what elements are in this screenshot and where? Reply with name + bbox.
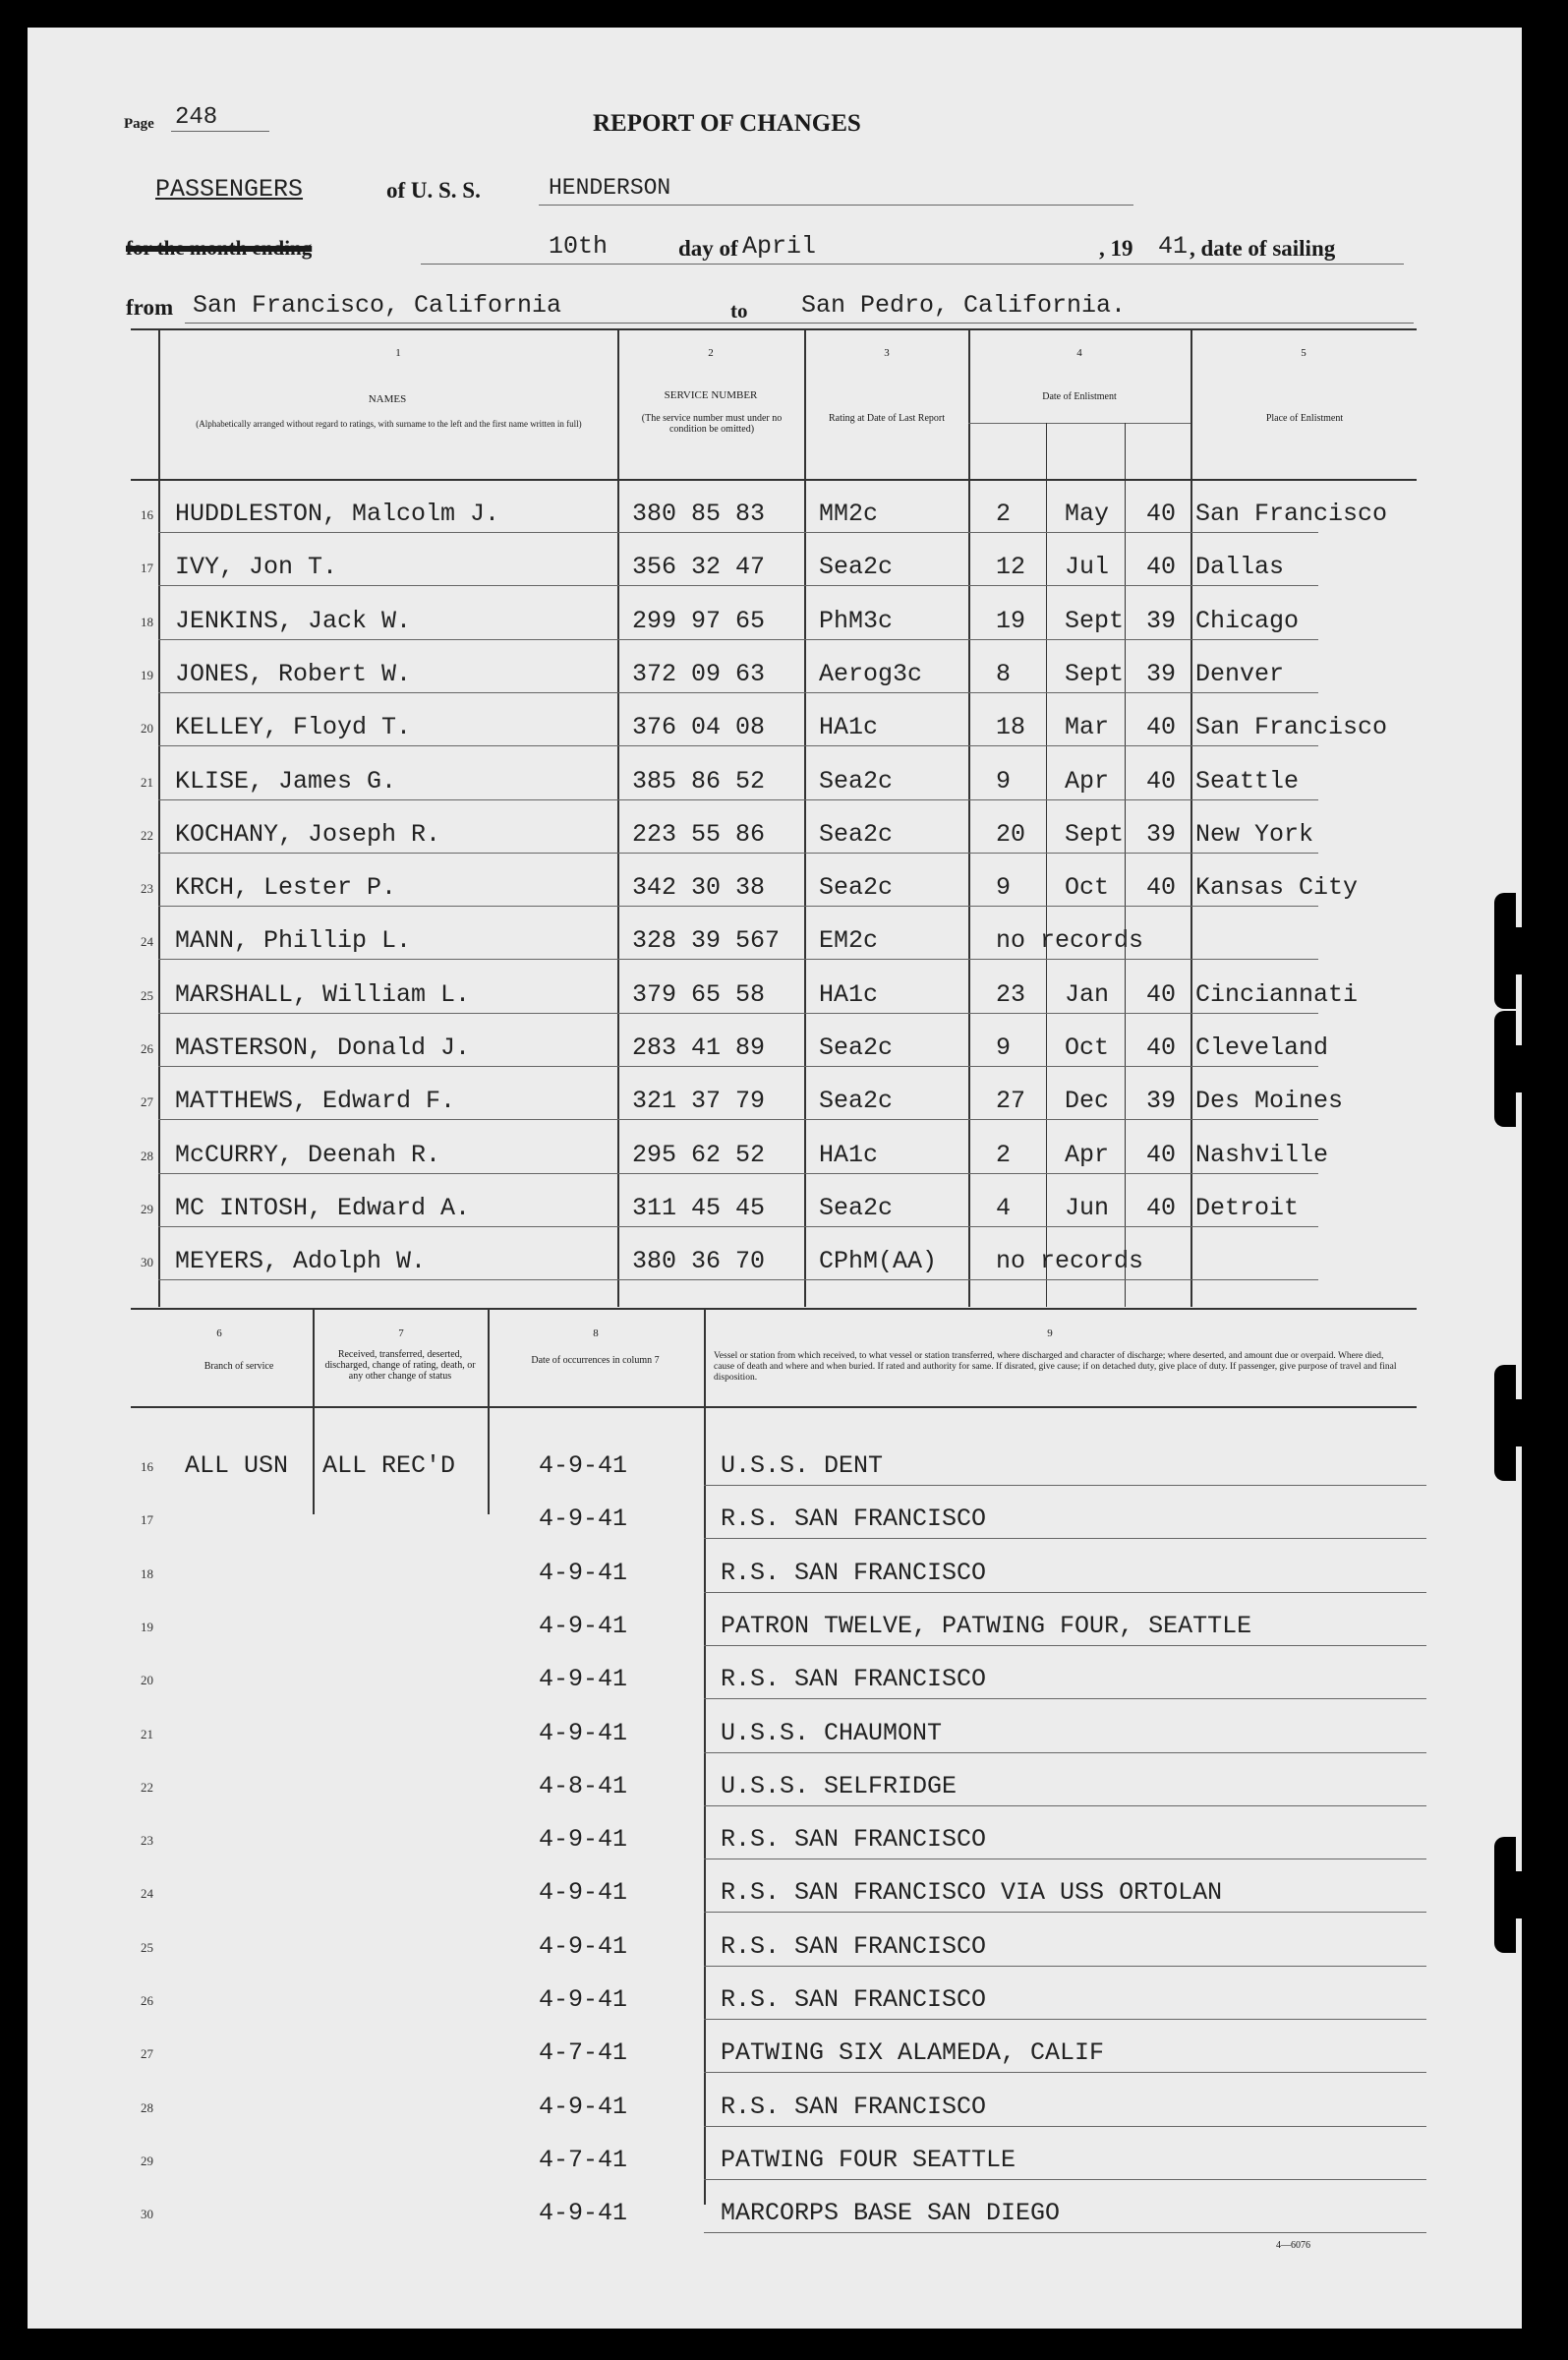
- passenger-name: KELLEY, Floyd T.: [175, 713, 412, 742]
- col-number: 8: [593, 1328, 599, 1339]
- enlistment-year: 39: [1146, 659, 1177, 688]
- row-number: 27: [141, 1094, 153, 1110]
- service-number: 379 65 58: [632, 979, 766, 1009]
- rating: MM2c: [819, 500, 879, 528]
- row-rule: [704, 1645, 1426, 1646]
- passenger-name: KLISE, James G.: [175, 766, 397, 796]
- enlistment-year: 40: [1146, 979, 1177, 1009]
- day-of-label: day of: [678, 236, 738, 261]
- row-rule: [158, 1013, 1318, 1014]
- vessel-station: R.S. SAN FRANCISCO: [721, 1665, 987, 1694]
- rating: Sea2c: [819, 1193, 894, 1222]
- col-number: 7: [398, 1328, 404, 1339]
- enlistment-place: San Francisco: [1195, 713, 1388, 742]
- vessel-station: PATWING FOUR SEATTLE: [721, 2145, 1016, 2174]
- row-rule: [704, 2072, 1426, 2073]
- form-number: 4—6076: [1276, 2240, 1310, 2251]
- enlistment-year: 39: [1146, 819, 1177, 849]
- binder-tab: [1494, 893, 1553, 1009]
- vessel-header: Vessel or station from which received, to what vessel or station transferred, where discharged and character of discharge; where deserted, and amount due or overpaid. Where died, cause of death and where and when buried. If rated and authority for same. If disrated, give cause; if on detached duty, give place of duty. If passenger, give purpose of travel and final disposition.: [714, 1351, 1397, 1383]
- row-number: 25: [141, 987, 153, 1003]
- row-number: 26: [141, 1993, 153, 2008]
- col-number: 1: [395, 347, 401, 359]
- passenger-name: McCURRY, Deenah R.: [175, 1140, 441, 1169]
- service-number: 295 62 52: [632, 1140, 766, 1169]
- col-number: 6: [216, 1328, 222, 1339]
- enlistment-year: 40: [1146, 713, 1177, 742]
- row-number: 26: [141, 1041, 153, 1056]
- passenger-name: KOCHANY, Joseph R.: [175, 819, 441, 849]
- enlistment-day: 8: [996, 659, 1012, 688]
- row-rule: [704, 1912, 1426, 1913]
- enlistment-day: 19: [996, 606, 1026, 635]
- category: PASSENGERS: [155, 175, 304, 204]
- row-rule: [704, 2126, 1426, 2127]
- row-number: 23: [141, 881, 153, 897]
- enlistment-place: Cleveland: [1195, 1033, 1329, 1062]
- occurrence-date: 4-7-41: [539, 2145, 628, 2174]
- enlistment-month: Apr: [1065, 766, 1110, 796]
- row-number: 29: [141, 1201, 153, 1216]
- vessel-station: R.S. SAN FRANCISCO: [721, 1558, 987, 1587]
- col-number: 9: [1047, 1328, 1053, 1339]
- received-header: Received, transferred, deserted, discharged, change of rating, death, or any other change of status: [324, 1349, 476, 1382]
- vessel-station: R.S. SAN FRANCISCO: [721, 1504, 987, 1534]
- row-number: 28: [141, 2099, 153, 2115]
- enlistment-day: 9: [996, 873, 1012, 903]
- enlistment-month: Dec: [1065, 1087, 1110, 1116]
- enlistment-month: Jun: [1065, 1193, 1110, 1222]
- passenger-name: IVY, Jon T.: [175, 553, 338, 582]
- row-number: 21: [141, 774, 153, 790]
- enlistment-year: 39: [1146, 606, 1177, 635]
- occurrence-date: 4-9-41: [539, 1665, 628, 1694]
- rating: HA1c: [819, 1140, 879, 1169]
- binder-tab: [1494, 1365, 1553, 1481]
- passenger-name: MC INTOSH, Edward A.: [175, 1193, 471, 1222]
- rating: PhM3c: [819, 606, 894, 635]
- enlistment-place: San Francisco: [1195, 500, 1388, 528]
- occurrence-date: 4-9-41: [539, 1558, 628, 1587]
- day: 10th: [549, 232, 609, 261]
- vessel-station: U.S.S. DENT: [721, 1451, 884, 1480]
- occurrence-date: 4-9-41: [539, 1718, 628, 1747]
- row-rule: [704, 1592, 1426, 1593]
- row-number: 27: [141, 2046, 153, 2062]
- of-uss-label: of U. S. S.: [386, 178, 481, 203]
- vessel-station: MARCORPS BASE SAN DIEGO: [721, 2199, 1061, 2228]
- passenger-name: MATTHEWS, Edward F.: [175, 1087, 456, 1116]
- service-number: 299 97 65: [632, 606, 766, 635]
- enlistment-month: May: [1065, 500, 1110, 528]
- row-rule: [158, 1279, 1318, 1280]
- status-change: ALL REC'D: [322, 1451, 456, 1480]
- vessel-station: U.S.S. SELFRIDGE: [721, 1771, 958, 1800]
- vessel-station: R.S. SAN FRANCISCO: [721, 1931, 987, 1961]
- enlistment-header: Date of Enlistment: [1042, 391, 1117, 402]
- rating: Aerog3c: [819, 659, 923, 688]
- rating: Sea2c: [819, 1087, 894, 1116]
- enlistment-place: New York: [1195, 819, 1314, 849]
- enlistment-year: 40: [1146, 553, 1177, 582]
- enlistment-month: Sept: [1065, 659, 1125, 688]
- binder-tab: [1494, 1837, 1553, 1953]
- service-note: (The service number must under no condition be omitted): [641, 413, 783, 435]
- enlistment-day: 4: [996, 1193, 1012, 1222]
- enlistment-place: Des Moines: [1195, 1087, 1344, 1116]
- row-number: 17: [141, 560, 153, 576]
- enlistment-place: Seattle: [1195, 766, 1300, 796]
- date-header: Date of occurrences in column 7: [531, 1355, 660, 1366]
- row-rule: [704, 2019, 1426, 2020]
- row-number: 20: [141, 1673, 153, 1688]
- from-place: San Francisco, California: [193, 291, 562, 320]
- row-rule: [158, 853, 1318, 854]
- row-rule: [158, 1066, 1318, 1067]
- enlistment-day: 2: [996, 500, 1012, 528]
- row-rule: [158, 906, 1318, 907]
- service-number: 223 55 86: [632, 819, 766, 849]
- occurrence-date: 4-9-41: [539, 1451, 628, 1480]
- row-rule: [704, 1752, 1426, 1753]
- row-rule: [704, 1966, 1426, 1967]
- branch-header: Branch of service: [203, 1361, 274, 1372]
- row-rule: [704, 2179, 1426, 2180]
- col-number: 2: [708, 347, 714, 359]
- enlistment-year: 39: [1146, 1087, 1177, 1116]
- rating: Sea2c: [819, 553, 894, 582]
- passenger-name: MASTERSON, Donald J.: [175, 1033, 471, 1062]
- page-number: 248: [175, 104, 218, 131]
- document-page: [28, 28, 1522, 2329]
- rating: Sea2c: [819, 873, 894, 903]
- rating: HA1c: [819, 979, 879, 1009]
- rating: Sea2c: [819, 1033, 894, 1062]
- vessel-station: PATWING SIX ALAMEDA, CALIF: [721, 2038, 1105, 2068]
- row-number: 29: [141, 2153, 153, 2168]
- occurrence-date: 4-9-41: [539, 1611, 628, 1640]
- enlistment-month: Oct: [1065, 1033, 1110, 1062]
- enlistment-day: 20: [996, 819, 1026, 849]
- occurrence-date: 4-8-41: [539, 1771, 628, 1800]
- to-label: to: [730, 299, 748, 323]
- enlistment-day: 9: [996, 766, 1012, 796]
- ship-name: HENDERSON: [549, 175, 671, 201]
- row-number: 30: [141, 1255, 153, 1270]
- row-number: 24: [141, 1886, 153, 1902]
- enlistment-year: 40: [1146, 766, 1177, 796]
- enlistment-year: 40: [1146, 873, 1177, 903]
- occurrence-date: 4-9-41: [539, 1878, 628, 1908]
- service-number: 380 85 83: [632, 500, 766, 528]
- service-number: 372 09 63: [632, 659, 766, 688]
- col-number: 3: [884, 347, 890, 359]
- enlistment-year: 40: [1146, 1033, 1177, 1062]
- col-number: 4: [1076, 347, 1082, 359]
- occurrence-date: 4-9-41: [539, 1931, 628, 1961]
- row-number: 22: [141, 1779, 153, 1795]
- names-header: NAMES: [368, 393, 407, 405]
- service-number: 321 37 79: [632, 1087, 766, 1116]
- place-header: Place of Enlistment: [1265, 413, 1344, 424]
- row-number: 16: [141, 507, 153, 522]
- row-rule: [704, 1698, 1426, 1699]
- vessel-station: R.S. SAN FRANCISCO VIA USS ORTOLAN: [721, 1878, 1223, 1908]
- service-number: 376 04 08: [632, 713, 766, 742]
- vessel-station: PATRON TWELVE, PATWING FOUR, SEATTLE: [721, 1611, 1252, 1640]
- service-number: 283 41 89: [632, 1033, 766, 1062]
- service-header: SERVICE NUMBER: [664, 389, 758, 401]
- rating-header: Rating at Date of Last Report: [828, 413, 946, 424]
- passenger-name: HUDDLESTON, Malcolm J.: [175, 500, 500, 528]
- vessel-station: U.S.S. CHAUMONT: [721, 1718, 943, 1747]
- service-number: 380 36 70: [632, 1247, 766, 1276]
- row-rule: [158, 745, 1318, 746]
- vessel-station: R.S. SAN FRANCISCO: [721, 2092, 987, 2121]
- row-number: 17: [141, 1512, 153, 1528]
- row-number: 28: [141, 1148, 153, 1163]
- enlistment-place: Chicago: [1195, 606, 1300, 635]
- enlistment-day: no records: [996, 1247, 1144, 1276]
- occurrence-date: 4-9-41: [539, 2092, 628, 2121]
- enlistment-day: 2: [996, 1140, 1012, 1169]
- rating: HA1c: [819, 713, 879, 742]
- row-number: 19: [141, 667, 153, 682]
- page-label: Page: [124, 116, 154, 132]
- occurrence-date: 4-7-41: [539, 2038, 628, 2068]
- row-rule: [158, 692, 1318, 693]
- service-number: 311 45 45: [632, 1193, 766, 1222]
- enlistment-month: Jan: [1065, 979, 1110, 1009]
- row-rule: [158, 532, 1318, 533]
- rating: Sea2c: [819, 819, 894, 849]
- enlistment-month: Apr: [1065, 1140, 1110, 1169]
- row-number: 21: [141, 1726, 153, 1741]
- passenger-name: JONES, Robert W.: [175, 659, 412, 688]
- enlistment-place: Detroit: [1195, 1193, 1300, 1222]
- vessel-station: R.S. SAN FRANCISCO: [721, 1825, 987, 1855]
- row-rule: [704, 1485, 1426, 1486]
- row-rule: [158, 959, 1318, 960]
- page-title: REPORT OF CHANGES: [593, 110, 861, 137]
- enlistment-place: Cinciannati: [1195, 979, 1359, 1009]
- row-rule: [158, 585, 1318, 586]
- row-number: 23: [141, 1833, 153, 1849]
- names-note: (Alphabetically arranged without regard to ratings, with surname to the left and the first name written in full): [196, 419, 582, 429]
- year-digits: 41: [1158, 232, 1189, 261]
- enlistment-month: Sept: [1065, 606, 1125, 635]
- row-number: 25: [141, 1939, 153, 1955]
- row-rule: [158, 1119, 1318, 1120]
- enlistment-day: no records: [996, 926, 1144, 956]
- occurrence-date: 4-9-41: [539, 1985, 628, 2014]
- service-number: 356 32 47: [632, 553, 766, 582]
- row-rule: [704, 1805, 1426, 1806]
- row-number: 24: [141, 934, 153, 950]
- enlistment-place: Dallas: [1195, 553, 1285, 582]
- row-number: 19: [141, 1619, 153, 1634]
- rating: CPhM(AA): [819, 1247, 938, 1276]
- row-number: 18: [141, 614, 153, 629]
- row-rule: [704, 1858, 1426, 1859]
- enlistment-year: 40: [1146, 1140, 1177, 1169]
- service-number: 342 30 38: [632, 873, 766, 903]
- struck-month-label: for the month ending: [126, 236, 313, 260]
- enlistment-day: 27: [996, 1087, 1026, 1116]
- service-number: 385 86 52: [632, 766, 766, 796]
- row-rule: [704, 1538, 1426, 1539]
- year-label: , 19: [1099, 236, 1133, 261]
- enlistment-place: Nashville: [1195, 1140, 1329, 1169]
- row-rule: [158, 1173, 1318, 1174]
- rating: Sea2c: [819, 766, 894, 796]
- sailing-label: , date of sailing: [1190, 236, 1336, 261]
- enlistment-month: Sept: [1065, 819, 1125, 849]
- row-rule: [158, 639, 1318, 640]
- enlistment-place: Kansas City: [1195, 873, 1359, 903]
- month: April: [742, 232, 817, 261]
- occurrence-date: 4-9-41: [539, 2199, 628, 2228]
- passenger-name: JENKINS, Jack W.: [175, 606, 412, 635]
- row-number: 20: [141, 721, 153, 737]
- vessel-station: R.S. SAN FRANCISCO: [721, 1985, 987, 2014]
- passenger-name: MANN, Phillip L.: [175, 926, 412, 956]
- enlistment-year: 40: [1146, 500, 1177, 528]
- enlistment-day: 9: [996, 1033, 1012, 1062]
- enlistment-day: 18: [996, 713, 1026, 742]
- branch: ALL USN: [185, 1451, 289, 1480]
- passenger-name: MARSHALL, William L.: [175, 979, 471, 1009]
- occurrence-date: 4-9-41: [539, 1825, 628, 1855]
- occurrence-date: 4-9-41: [539, 1504, 628, 1534]
- enlistment-place: Denver: [1195, 659, 1285, 688]
- enlistment-month: Jul: [1065, 553, 1110, 582]
- rating: EM2c: [819, 926, 879, 956]
- row-number: 16: [141, 1459, 153, 1474]
- passenger-name: KRCH, Lester P.: [175, 873, 397, 903]
- row-number: 18: [141, 1565, 153, 1581]
- from-label: from: [126, 295, 174, 320]
- binder-tab: [1494, 1011, 1553, 1127]
- enlistment-day: 23: [996, 979, 1026, 1009]
- service-number: 328 39 567: [632, 926, 781, 956]
- col-number: 5: [1301, 347, 1307, 359]
- enlistment-month: Mar: [1065, 713, 1110, 742]
- row-number: 22: [141, 827, 153, 843]
- passenger-name: MEYERS, Adolph W.: [175, 1247, 427, 1276]
- enlistment-day: 12: [996, 553, 1026, 582]
- row-number: 30: [141, 2207, 153, 2222]
- to-place: San Pedro, California.: [801, 291, 1127, 320]
- row-rule: [704, 2232, 1426, 2233]
- row-rule: [158, 799, 1318, 800]
- row-rule: [158, 1226, 1318, 1227]
- enlistment-month: Oct: [1065, 873, 1110, 903]
- enlistment-year: 40: [1146, 1193, 1177, 1222]
